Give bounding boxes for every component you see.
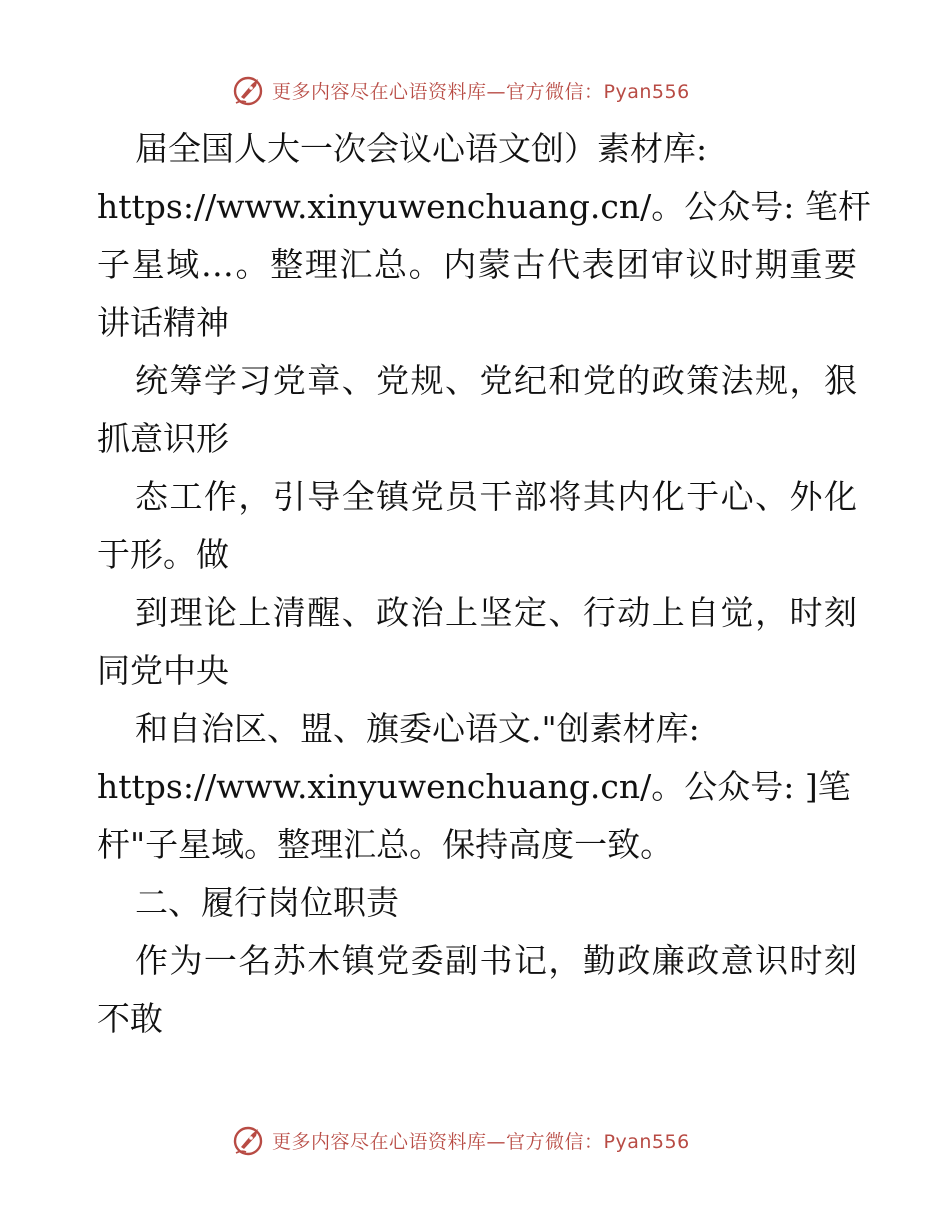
text-line: 不敢 <box>97 999 163 1038</box>
text-line: https://www.xinyuwenchuang.cn/。公众号: 笔杆 <box>97 187 871 226</box>
text-line: 统筹学习党章、党规、党纪和党的政策法规，狠 <box>135 361 857 400</box>
section-heading: 二、履行岗位职责 <box>135 883 399 922</box>
text-line: 态工作，引导全镇党员干部将其内化于心、外化 <box>135 477 857 516</box>
text-line: 到理论上清醒、政治上坚定、行动上自觉，时刻 <box>135 593 857 632</box>
text-line: 抓意识形 <box>97 419 229 458</box>
text-line: 届全国人大一次会议心语文创）素材库: <box>135 129 708 168</box>
text-line: 作为一名苏木镇党委副书记，勤政廉政意识时刻 <box>135 941 857 980</box>
pen-nib-logo-icon <box>232 73 266 107</box>
text-line: 同党中央 <box>97 651 229 690</box>
footer-watermark <box>232 1122 690 1158</box>
watermark-text: 更多内容尽在心语资料库—官方微信：Pyan556 <box>272 1130 690 1153</box>
text-line: 于形。做 <box>97 535 229 574</box>
pen-nib-logo-icon <box>232 1123 266 1157</box>
text-line: 杆"子星域。整理汇总。保持高度一致。 <box>97 825 674 864</box>
header-watermark <box>232 72 690 108</box>
watermark-text: 更多内容尽在心语资料库—官方微信：Pyan556 <box>272 80 690 103</box>
text-line: 子星域…。整理汇总。内蒙古代表团审议时期重要 <box>97 245 857 284</box>
document-body <box>97 120 871 1048</box>
text-line: https://www.xinyuwenchuang.cn/。公众号: ]笔 <box>97 767 851 806</box>
text-line: 和自治区、盟、旗委心语文."创素材库: <box>135 709 700 748</box>
text-line: 讲话精神 <box>97 303 229 342</box>
